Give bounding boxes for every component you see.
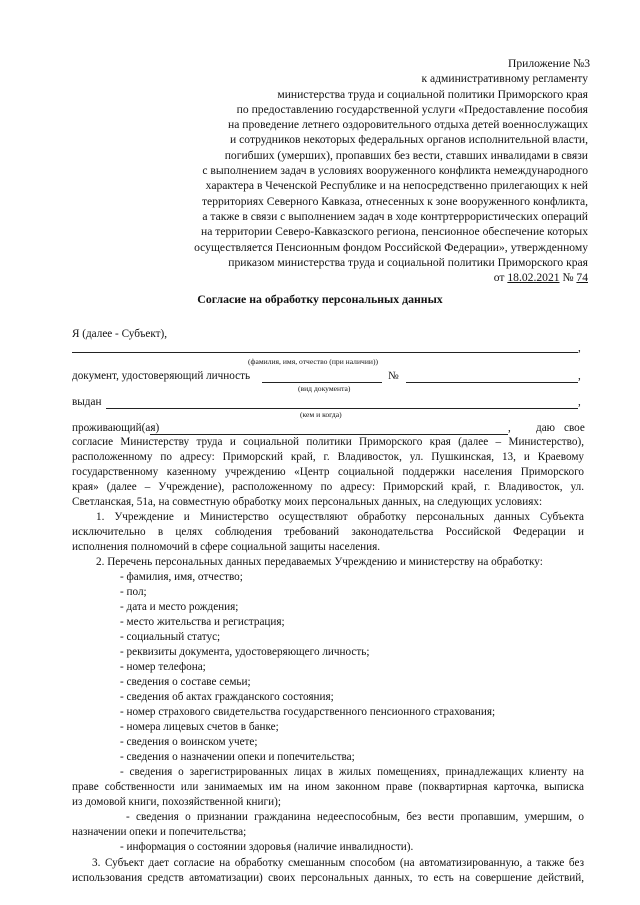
order-date: 18.02.2021 (507, 271, 560, 285)
paragraph-line: исключительно в целях соблюдения требований законодательства Российской Федерации и (72, 526, 584, 538)
paragraph-line: государственному казенному учреждению «Центр социальной поддержки населения Приморского (72, 466, 584, 478)
appendix-line: Приложение №3 (508, 57, 590, 70)
list-item: - сведения о назначении опеки и попечительства; (120, 751, 355, 763)
list-item: - сведения о воинском учете; (120, 736, 258, 748)
list-item: - пол; (120, 586, 147, 598)
list-item: - место жительства и регистрация; (120, 616, 285, 628)
order-number: 74 (576, 271, 588, 285)
list-item: - сведения о зарегистрированных лицах в жилых помещениях, принадлежащих клиенту на (120, 766, 584, 778)
list-item: - номер страхового свидетельства государственного пенсионного страхования; (120, 706, 496, 718)
appendix-line: к административному регламенту (421, 72, 588, 86)
document-title: Согласие на обработку персональных данных (197, 292, 443, 306)
list-item: - реквизиты документа, удостоверяющего личность; (120, 646, 370, 658)
appendix-line: на проведение летнего оздоровительного отдыха детей военнослужащих (228, 118, 588, 132)
list-item: - дата и место рождения; (120, 601, 239, 613)
paragraph-line: согласие Министерству труда и социальной политики Приморского края (далее – Министерство), (72, 436, 584, 448)
issued-label: выдан (72, 396, 102, 408)
doc-number-line (406, 382, 578, 383)
doc-comma: , (578, 370, 581, 382)
paragraph-line: 3. Субъект дает согласие на обработку смешанным способом (на автоматизированную, а также без (92, 857, 584, 869)
appendix-header (194, 56, 588, 285)
paragraph-line: исполнения полномочий в сфере социальной защиты населения. (72, 541, 381, 553)
doc-label: документ, удостоверяющий личность (72, 370, 251, 382)
appendix-line: погибших (умерших), пропавших без вести, ставших инвалидами в связи (224, 148, 588, 162)
paragraph-line: Светланская, 51а, на совместную обработку моих персональных данных, на следующих условиях: (72, 496, 543, 508)
appendix-line: министерства труда и социальной политики Приморского края (277, 87, 588, 101)
appendix-line: и сотрудников некоторых федеральных органов исполнительной власти, (230, 133, 588, 147)
list-item: - информация о состоянии здоровья (наличие инвалидности). (120, 841, 414, 853)
list-item: - сведения об актах гражданского состояния; (120, 691, 334, 703)
appendix-line: территориях Северного Кавказа, отнесенных к зоне вооруженного конфликта, (201, 194, 588, 208)
appendix-line: с выполнением задач в условиях вооруженного конфликта немеждународного (202, 164, 588, 178)
resides-line (150, 434, 508, 435)
list-item: - фамилия, имя, отчество; (120, 571, 243, 583)
fio-line (72, 352, 578, 353)
subject-label: Я (далее - Субъект), (72, 328, 168, 340)
appendix-date-line (194, 270, 588, 285)
list-item: - сведения о составе семьи; (120, 676, 251, 688)
appendix-line: а также в связи с выполнением задач в ходе контртеррористических операций (202, 209, 588, 223)
list-item-continued: назначении опеки и попечительства; (72, 826, 247, 838)
issued-line (106, 408, 578, 409)
paragraph-line: 1. Учреждение и Министерство осуществляют обработку персональных данных Субъекта (96, 511, 584, 523)
list-item: - социальный статус; (120, 631, 221, 643)
list-item: - номер телефона; (120, 661, 206, 673)
gives-word-1: даю (536, 422, 556, 434)
paragraph-line: края» (далее – Учреждение), расположенному по адресу: Приморский край, г. Владивосток, ул. (72, 481, 584, 493)
fio-hint: (фамилия, имя, отчество (при наличии)) (248, 357, 379, 366)
gives-word-2: свое (564, 422, 585, 434)
appendix-line: характера в Чеченской Республике и на непосредственно прилегающих к ней (205, 179, 588, 193)
date-prefix: от (493, 271, 505, 285)
fio-comma: , (578, 342, 581, 354)
appendix-line: на территории Северо-Кавказского региона, пенсионное обеспечение которых (201, 225, 588, 239)
list-heading: 2. Перечень персональных данных передаваемых Учреждению и министерству на обработку: (96, 556, 543, 568)
doc-number-label: № (388, 370, 399, 382)
appendix-line: приказом министерства труда и социальной политики Приморского края (228, 255, 588, 269)
number-prefix: № (562, 271, 574, 285)
paragraph-line: использования средств автоматизации) своих персональных данных, то есть на совершение действий, (72, 872, 584, 884)
doc-type-line (262, 382, 382, 383)
list-item: - номера лицевых счетов в банке; (120, 721, 279, 733)
list-item-continued: из домовой книги, похозяйственной книги); (72, 796, 281, 808)
issued-hint: (кем и когда) (300, 410, 342, 419)
list-item: - сведения о признании гражданина недееспособным, без вести пропавшим, умершим, о (126, 811, 584, 823)
appendix-line: осуществляется Пенсионным фондом Российской Федерации», утвержденному (194, 240, 588, 254)
resides-label: проживающий(ая) (72, 422, 160, 434)
list-item-continued: праве собственности или занимаемых им на ином законном праве (поквартирная карточка, выписка (72, 781, 584, 793)
doc-hint: (вид документа) (298, 384, 351, 393)
paragraph-line: расположенному по адресу: Приморский край, г. Владивосток, ул. Пушкинская, 13, и Краевому (72, 451, 584, 463)
appendix-line: по предоставлению государственной услуги «Предоставление пособия (236, 102, 588, 116)
resides-comma: , (508, 422, 511, 434)
issued-comma: , (578, 396, 581, 408)
